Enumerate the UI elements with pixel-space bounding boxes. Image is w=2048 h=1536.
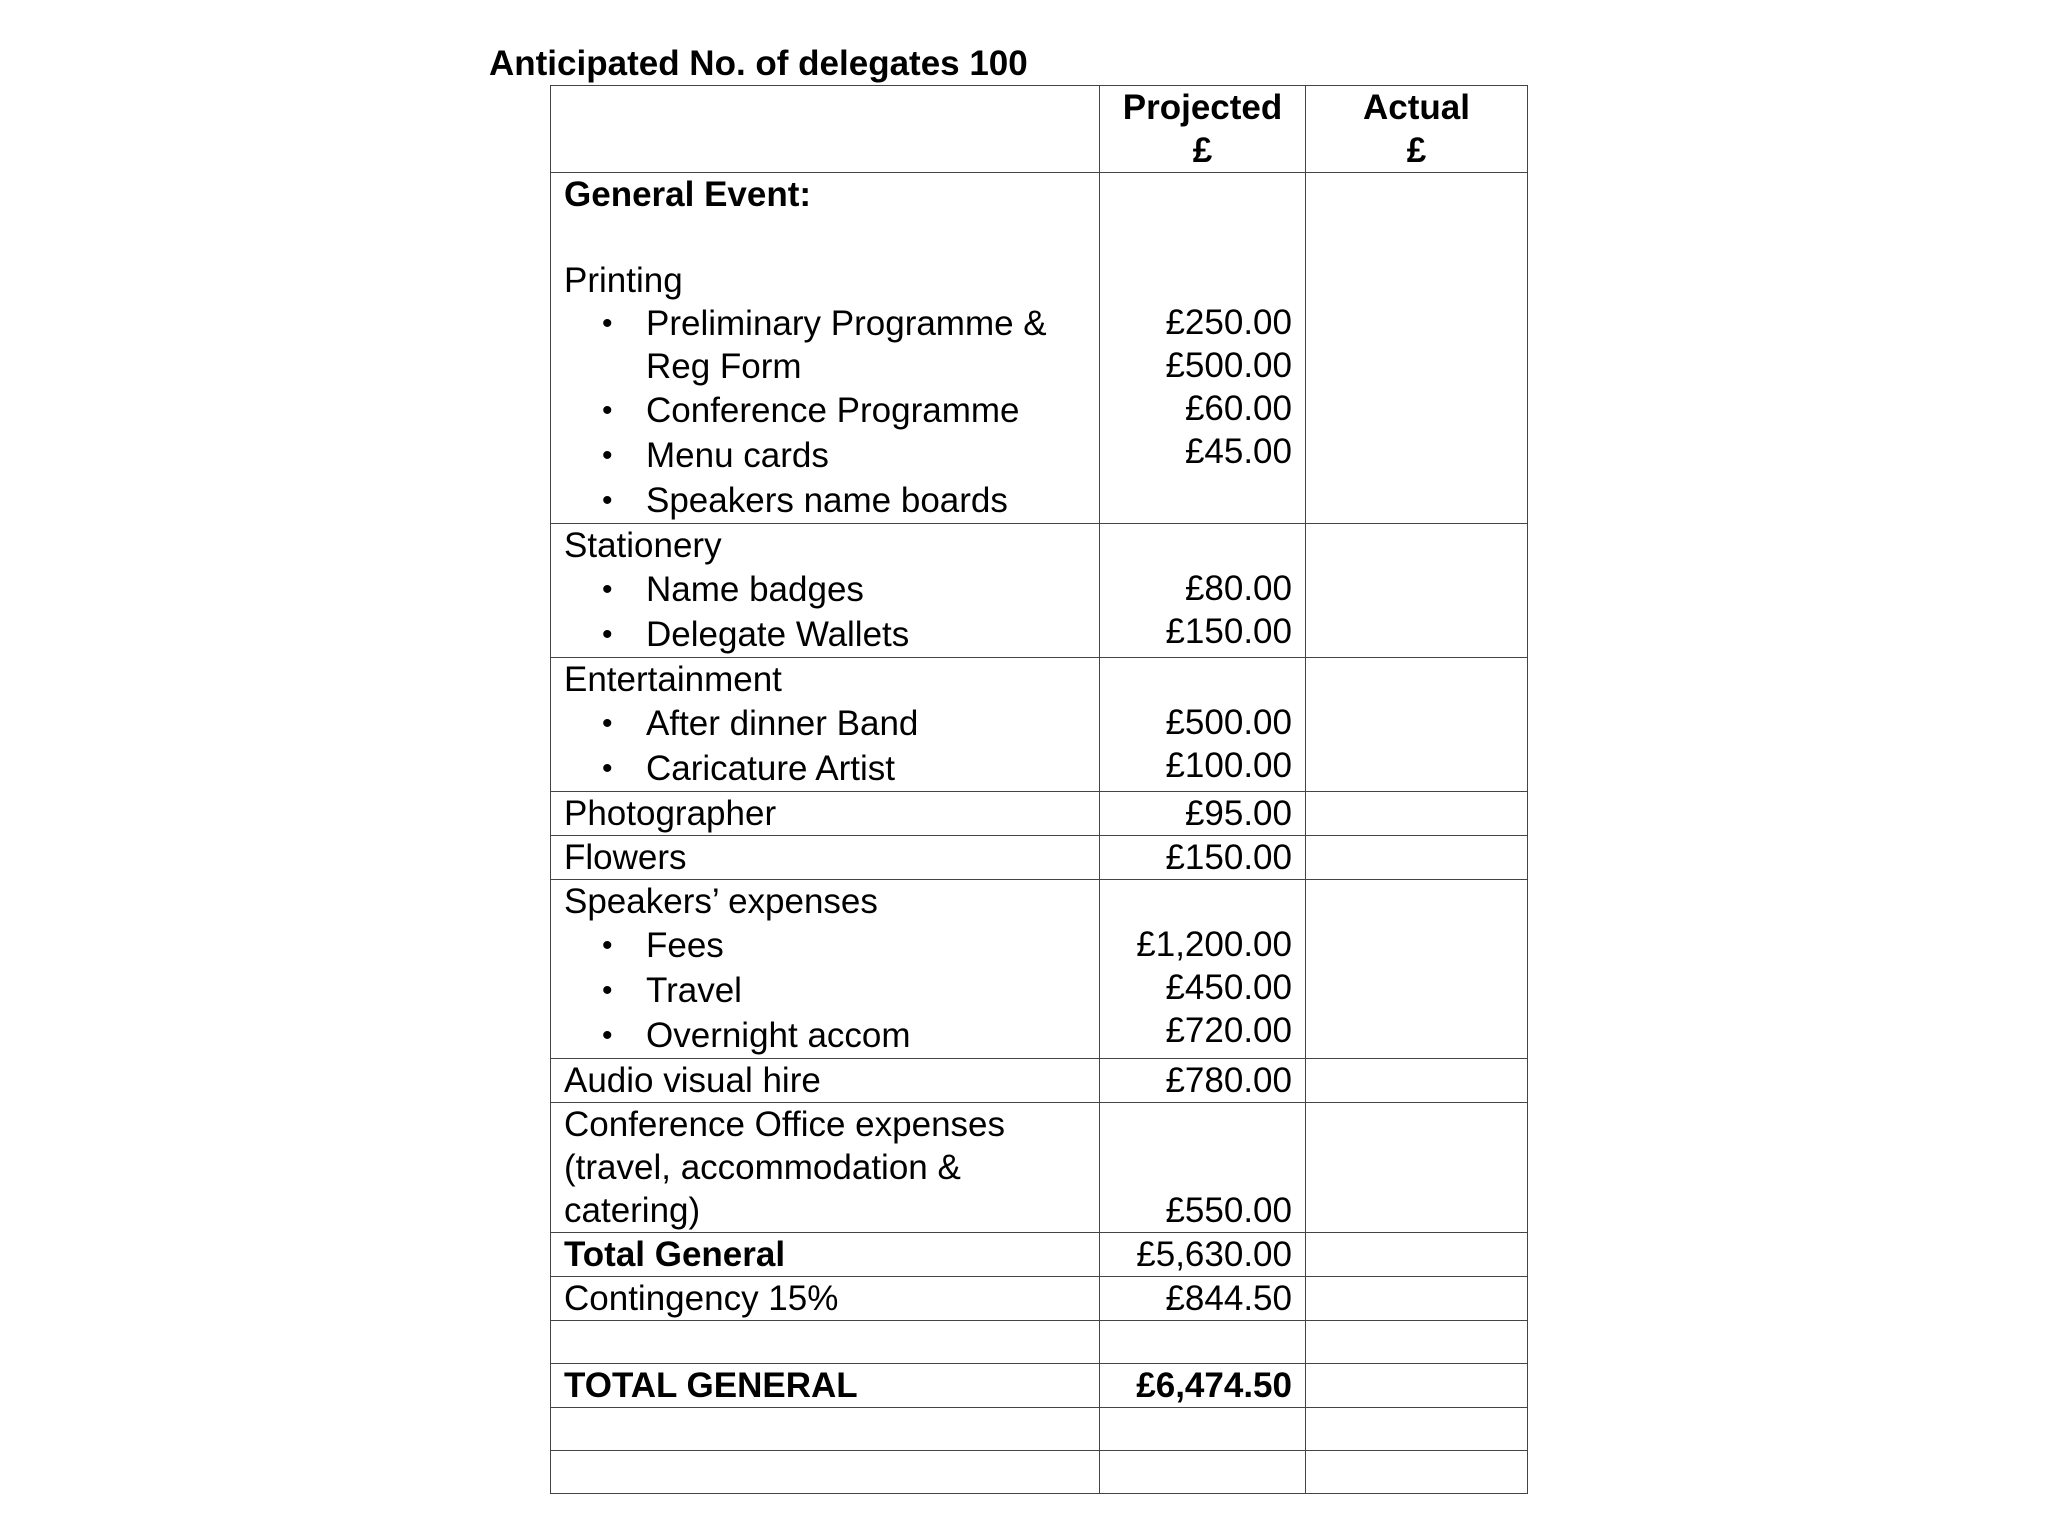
bullet-icon: • bbox=[602, 618, 613, 651]
header-projected bbox=[1100, 86, 1306, 173]
header-actual-label: Actual bbox=[1363, 88, 1470, 127]
speakers-expenses-item-label: Fees bbox=[646, 926, 724, 965]
projected-value: £500.00 bbox=[1165, 346, 1292, 385]
header-projected-currency: £ bbox=[1192, 131, 1213, 170]
table-row-flowers bbox=[551, 836, 1528, 880]
grand-total-label: TOTAL GENERAL bbox=[551, 1364, 1100, 1408]
header-projected-label: Projected bbox=[1122, 88, 1283, 127]
grand-total-projected: £6,474.50 bbox=[1100, 1364, 1306, 1408]
speakers-expenses-label: Speakers’ expenses bbox=[564, 882, 878, 921]
printing-item-label: Conference Programme bbox=[646, 391, 1020, 430]
conference-office-actual bbox=[1306, 1103, 1528, 1233]
list-item bbox=[564, 746, 1086, 791]
projected-value: £250.00 bbox=[1165, 303, 1292, 342]
entertainment-items-list bbox=[564, 701, 1086, 791]
contingency-label: Contingency 15% bbox=[551, 1277, 1100, 1321]
projected-value: £100.00 bbox=[1165, 746, 1292, 785]
empty-cell bbox=[1306, 1321, 1528, 1364]
projected-value: £60.00 bbox=[1184, 389, 1292, 428]
audio-visual-actual bbox=[1306, 1059, 1528, 1103]
projected-value: £550.00 bbox=[1165, 1191, 1292, 1230]
entertainment-actual-cell bbox=[1306, 658, 1528, 792]
photographer-projected: £95.00 bbox=[1100, 792, 1306, 836]
table-row-empty bbox=[551, 1408, 1528, 1451]
bullet-icon: • bbox=[602, 707, 613, 740]
stationery-projected-cell bbox=[1100, 524, 1306, 658]
bullet-icon: • bbox=[602, 1019, 613, 1052]
empty-cell bbox=[1100, 1408, 1306, 1451]
printing-items-list bbox=[564, 302, 1086, 523]
printing-label: Printing bbox=[564, 261, 683, 300]
total-general-label: Total General bbox=[551, 1233, 1100, 1277]
stationery-items-list bbox=[564, 567, 1086, 657]
entertainment-description-cell bbox=[551, 658, 1100, 792]
table-header-row bbox=[551, 86, 1528, 173]
flowers-projected: £150.00 bbox=[1100, 836, 1306, 880]
empty-cell bbox=[1306, 1451, 1528, 1494]
table-row-grand-total bbox=[551, 1364, 1528, 1408]
entertainment-projected-cell bbox=[1100, 658, 1306, 792]
bullet-icon: • bbox=[602, 929, 613, 962]
table-row-stationery bbox=[551, 524, 1528, 658]
empty-cell bbox=[1306, 1408, 1528, 1451]
entertainment-item-label: After dinner Band bbox=[646, 704, 919, 743]
header-actual-currency: £ bbox=[1406, 131, 1427, 170]
table-row-total-general bbox=[551, 1233, 1528, 1277]
projected-value: £1,200.00 bbox=[1136, 925, 1292, 964]
bullet-icon: • bbox=[602, 752, 613, 785]
bullet-icon: • bbox=[602, 307, 613, 340]
bullet-icon: • bbox=[602, 484, 613, 517]
printing-actual-cell bbox=[1306, 173, 1528, 524]
stationery-item-label: Name badges bbox=[646, 570, 864, 609]
speakers-expenses-item-label: Travel bbox=[646, 971, 742, 1010]
printing-item-label: Menu cards bbox=[646, 436, 829, 475]
printing-projected-cell bbox=[1100, 173, 1306, 524]
projected-value: £500.00 bbox=[1165, 703, 1292, 742]
total-general-actual bbox=[1306, 1233, 1528, 1277]
header-actual bbox=[1306, 86, 1528, 173]
bullet-icon: • bbox=[602, 394, 613, 427]
general-event-title: General Event: bbox=[564, 175, 812, 214]
list-item bbox=[564, 478, 1086, 523]
photographer-label: Photographer bbox=[551, 792, 1100, 836]
entertainment-item-label: Caricature Artist bbox=[646, 749, 895, 788]
table-row-conference-office bbox=[551, 1103, 1528, 1233]
audio-visual-label: Audio visual hire bbox=[551, 1059, 1100, 1103]
contingency-projected: £844.50 bbox=[1100, 1277, 1306, 1321]
printing-description-cell bbox=[551, 173, 1100, 524]
empty-cell bbox=[551, 1451, 1100, 1494]
speakers-expenses-description-cell bbox=[551, 880, 1100, 1059]
grand-total-actual bbox=[1306, 1364, 1528, 1408]
list-item bbox=[564, 1013, 1086, 1058]
empty-cell bbox=[1100, 1321, 1306, 1364]
list-item bbox=[564, 923, 1086, 968]
header-blank-cell bbox=[551, 86, 1100, 173]
flowers-label: Flowers bbox=[551, 836, 1100, 880]
table-row-photographer bbox=[551, 792, 1528, 836]
bullet-icon: • bbox=[602, 974, 613, 1007]
speakers-expenses-items-list bbox=[564, 923, 1086, 1058]
empty-cell bbox=[551, 1321, 1100, 1364]
conference-office-label: Conference Office expenses bbox=[564, 1105, 1006, 1144]
contingency-actual bbox=[1306, 1277, 1528, 1321]
table-row-contingency bbox=[551, 1277, 1528, 1321]
entertainment-label: Entertainment bbox=[564, 660, 782, 699]
conference-office-label-cont: (travel, accommodation & bbox=[564, 1148, 961, 1187]
projected-value: £45.00 bbox=[1184, 432, 1292, 471]
flowers-actual bbox=[1306, 836, 1528, 880]
conference-office-description-cell bbox=[551, 1103, 1100, 1233]
empty-cell bbox=[1100, 1451, 1306, 1494]
projected-value: £720.00 bbox=[1165, 1011, 1292, 1050]
audio-visual-projected: £780.00 bbox=[1100, 1059, 1306, 1103]
list-item bbox=[564, 612, 1086, 657]
conference-office-projected bbox=[1100, 1103, 1306, 1233]
budget-table bbox=[550, 85, 1528, 1494]
table-row-empty bbox=[551, 1451, 1528, 1494]
stationery-actual-cell bbox=[1306, 524, 1528, 658]
speakers-expenses-item-label: Overnight accom bbox=[646, 1016, 911, 1055]
list-item bbox=[564, 433, 1086, 478]
speakers-expenses-projected-cell bbox=[1100, 880, 1306, 1059]
list-item bbox=[564, 701, 1086, 746]
list-item bbox=[564, 567, 1086, 612]
projected-value: £450.00 bbox=[1165, 968, 1292, 1007]
table-row-entertainment bbox=[551, 658, 1528, 792]
printing-item-label-cont: Reg Form bbox=[646, 347, 802, 386]
bullet-icon: • bbox=[602, 573, 613, 606]
speakers-expenses-actual-cell bbox=[1306, 880, 1528, 1059]
stationery-item-label: Delegate Wallets bbox=[646, 615, 910, 654]
printing-item-label: Speakers name boards bbox=[646, 481, 1008, 520]
bullet-icon: • bbox=[602, 439, 613, 472]
projected-value: £80.00 bbox=[1184, 569, 1292, 608]
page-heading: Anticipated No. of delegates 100 bbox=[489, 44, 1028, 83]
projected-value: £150.00 bbox=[1165, 612, 1292, 651]
total-general-projected: £5,630.00 bbox=[1100, 1233, 1306, 1277]
list-item bbox=[564, 302, 1086, 388]
photographer-actual bbox=[1306, 792, 1528, 836]
table-row-audio-visual bbox=[551, 1059, 1528, 1103]
empty-cell bbox=[551, 1408, 1100, 1451]
table-row-speakers-expenses bbox=[551, 880, 1528, 1059]
conference-office-label-end: catering) bbox=[564, 1191, 701, 1230]
printing-item-label: Preliminary Programme & bbox=[646, 304, 1047, 343]
table-row-printing bbox=[551, 173, 1528, 524]
list-item bbox=[564, 388, 1086, 433]
table-row-empty bbox=[551, 1321, 1528, 1364]
stationery-description-cell bbox=[551, 524, 1100, 658]
stationery-label: Stationery bbox=[564, 526, 722, 565]
list-item bbox=[564, 968, 1086, 1013]
